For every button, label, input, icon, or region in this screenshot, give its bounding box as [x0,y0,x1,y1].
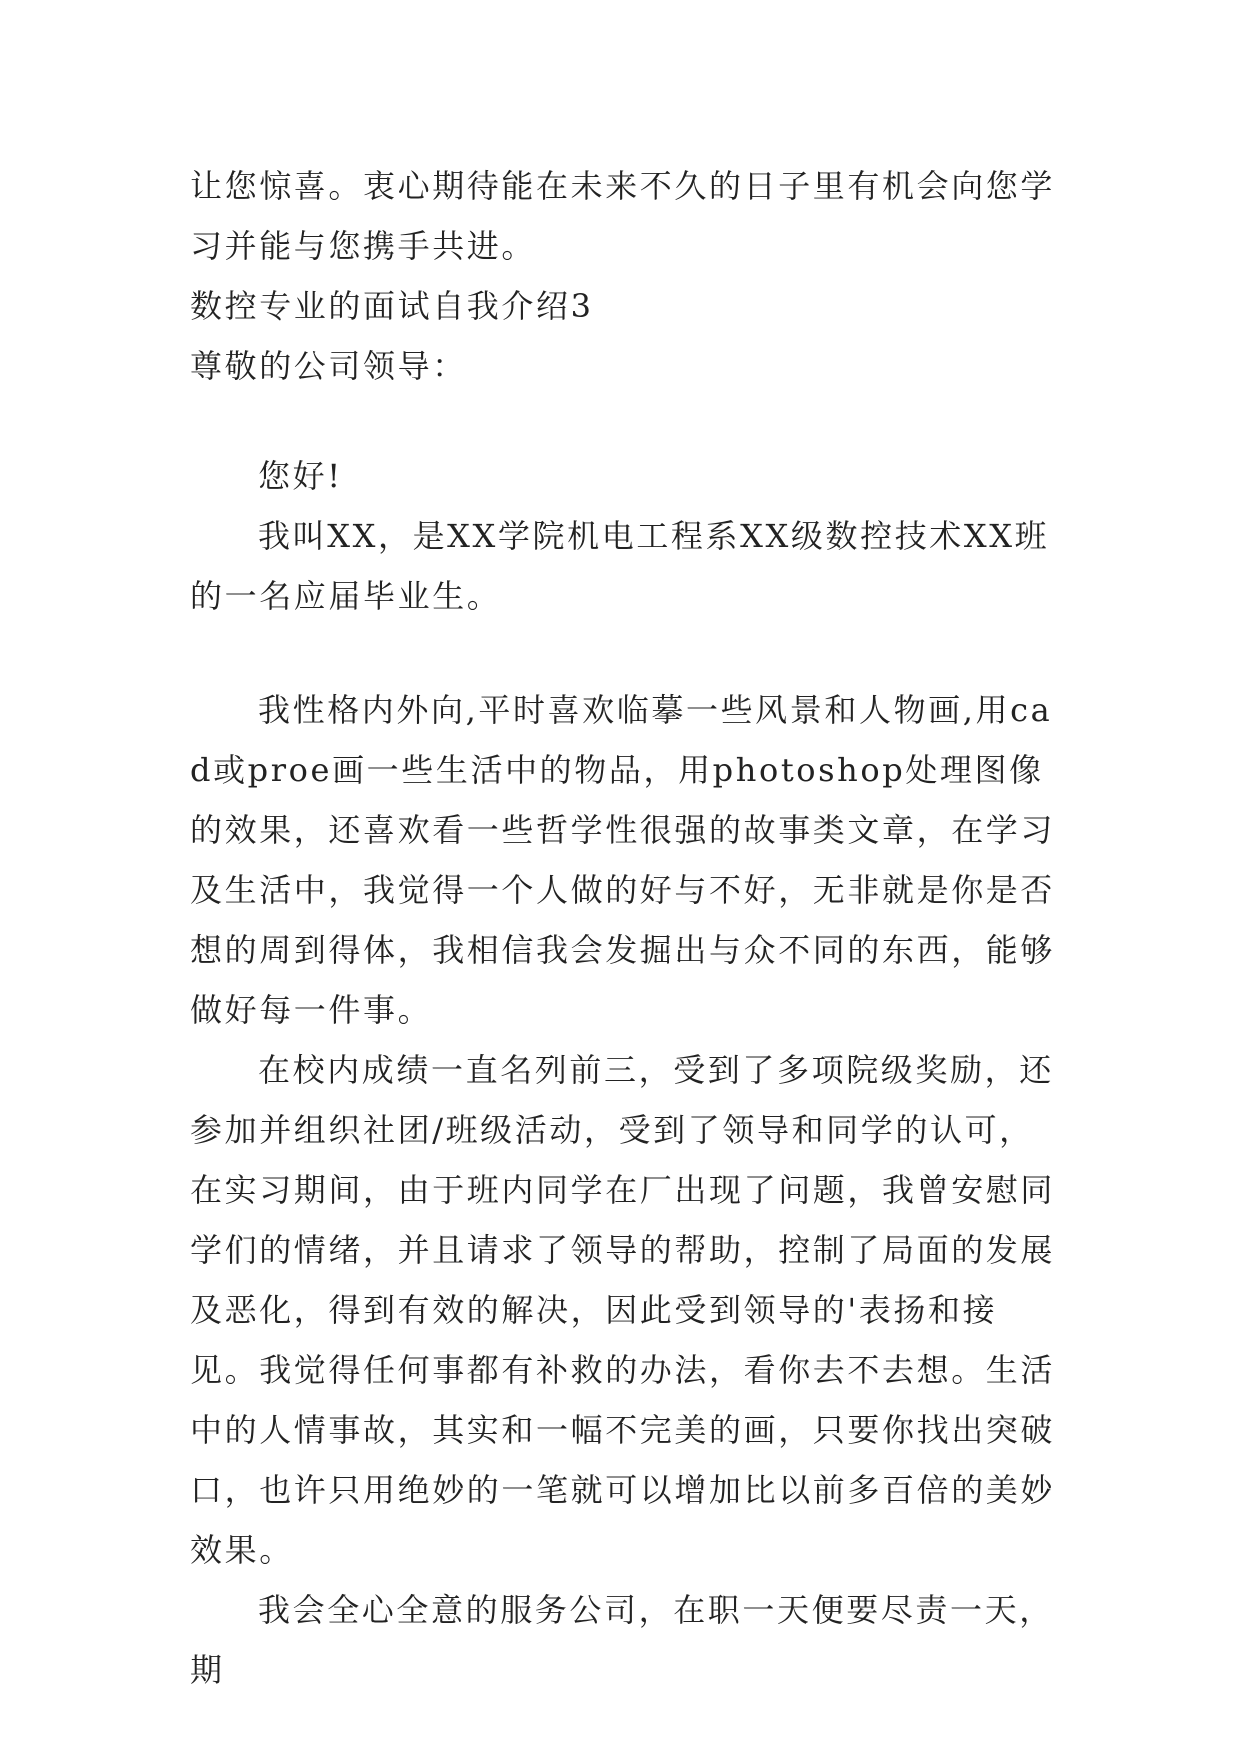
greeting: 您好! [258,457,343,495]
paragraph-intro: 我叫XX，是XX学院机电工程系XX级数控技术XX班的一名应届毕业生。 [190,517,1050,615]
paragraph-closing-previous: 让您惊喜。衷心期待能在未来不久的日子里有机会向您学习并能与您携手共进。 [190,167,1056,265]
paragraph-closing: 我会全心全意的服务公司，在职一天便要尽责一天，期 [190,1591,1054,1689]
paragraph-personality: 我性格内外向,平时喜欢临摹一些风景和人物画,用cad或proe画一些生活中的物品，用photoshop处理图像的效果，还喜欢看一些哲学性很强的故事类文章，在学习及生活中，我觉得一个人做的好与不好，无非就是你是否想的周到得体，我相信我会发掘出与众不同的东西，能够做好每一件事。 [190,691,1056,1029]
paragraph-school: 在校内成绩一直名列前三，受到了多项院级奖励，还参加并组织社团/班级活动，受到了领导和同学的认可，在实习期间，由于班内同学在厂出现了问题，我曾安慰同学们的情绪，并且请求了领导的帮助，控制了局面的发展及恶化，得到有效的解决，因此受到领导的'表扬和接见。我觉得任何事都有补救的办法，看你去不去想。生活中的人情事故，其实和一幅不完美的画，只要你找出突破口，也许只用绝妙的一笔就可以增加比以前多百倍的美妙效果。 [190,1051,1056,1569]
salutation: 尊敬的公司领导： [190,347,467,385]
text-block-body [190,680,1060,1700]
section-heading: 数控专业的面试自我介绍3 [190,287,594,325]
text-block-top [190,156,1060,396]
text-block-greeting [190,446,1060,626]
